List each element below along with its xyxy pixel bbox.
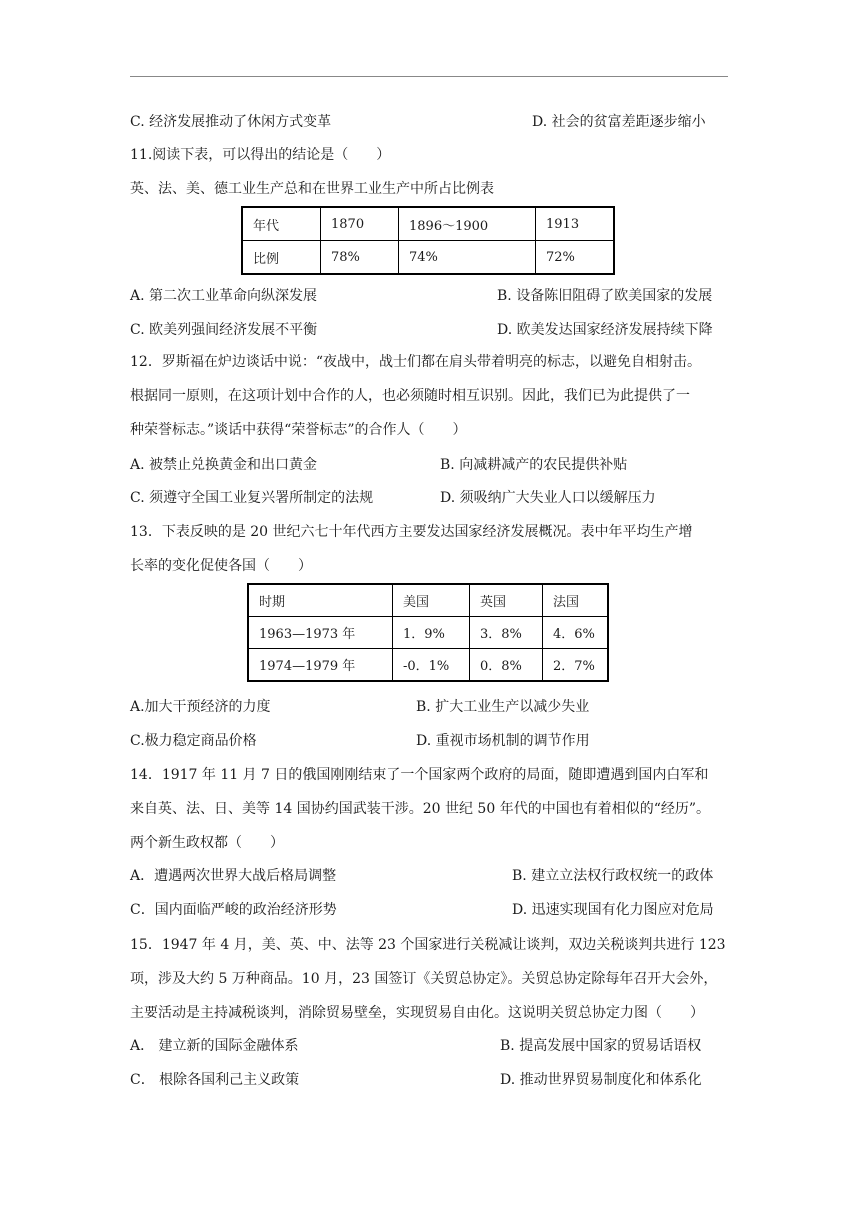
table-cell: 法国: [543, 584, 609, 617]
table-cell: 3．8%: [470, 617, 543, 649]
q15-stem-line1: 15．1947 年 4 月，美、英、中、法等 23 个国家进行关税减让谈判，双边关税谈判共进行 123: [130, 937, 726, 953]
q11-table: [241, 206, 615, 275]
q13-option-a: A.加大干预经济的力度: [130, 699, 271, 715]
q12-option-a: A. 被禁止兑换黄金和出口黄金: [130, 457, 318, 473]
table-cell: 72%: [536, 241, 615, 275]
table-cell: 比例: [242, 241, 321, 275]
q12-stem-line1: 12．罗斯福在炉边谈话中说：“夜战中，战士们都在肩头带着明亮的标志，以避免自相射击。: [130, 354, 701, 370]
q14-option-b: B. 建立立法权行政权统一的政体: [512, 868, 714, 884]
header-rule: [130, 76, 728, 77]
q10-option-d: D. 社会的贫富差距逐步缩小: [532, 114, 706, 130]
q11-option-a: A. 第二次工业革命向纵深发展: [130, 288, 318, 304]
table-cell: 英国: [470, 584, 543, 617]
table-row: [248, 584, 608, 617]
table-cell: 1963—1973 年: [248, 617, 393, 649]
q14-option-d: D. 迅速实现国有化力图应对危局: [512, 902, 714, 918]
q14-stem-line1: 14．1917 年 11 月 7 日的俄国刚刚结束了一个国家两个政府的局面，随即遭遇到国内白军和: [130, 767, 709, 783]
table-cell: 4．6%: [543, 617, 609, 649]
q11-option-c: C. 欧美列强间经济发展不平衡: [130, 322, 318, 338]
table-cell: 1913: [536, 207, 615, 241]
table-row: [248, 649, 608, 682]
q13-option-d: D. 重视市场机制的调节作用: [416, 733, 590, 749]
q12-stem-line3: 种荣誉标志。”谈话中获得“荣誉标志”的合作人（ ）: [130, 422, 467, 438]
q12-stem-line2: 根据同一原则，在这项计划中合作的人，也必须随时相互识别。因此，我们已为此提供了一: [130, 388, 690, 404]
q12-option-b: B. 向减耕减产的农民提供补贴: [440, 457, 628, 473]
table-cell: 1．9%: [393, 617, 470, 649]
table-row: [242, 207, 614, 241]
q11-stem: 11.阅读下表，可以得出的结论是（ ）: [130, 147, 391, 163]
table-cell: -0．1%: [393, 649, 470, 682]
q13-stem-line1: 13．下表反映的是 20 世纪六七十年代西方主要发达国家经济发展概况。表中年平均生产增: [130, 524, 693, 540]
q11-option-b: B. 设备陈旧阻碍了欧美国家的发展: [497, 288, 713, 304]
table-cell: 74%: [399, 241, 536, 275]
q15-stem-line3: 主要活动是主持减税谈判，消除贸易壁垒，实现贸易自由化。这说明关贸总协定力图（ ）: [130, 1005, 704, 1021]
q14-option-c: C．国内面临严峻的政治经济形势: [130, 902, 337, 918]
q10-option-c: C. 经济发展推动了休闲方式变革: [130, 114, 332, 130]
q11-table-title: 英、法、美、德工业生产总和在世界工业生产中所占比例表: [130, 181, 494, 197]
q12-option-c: C. 须遵守全国工业复兴署所制定的法规: [130, 490, 374, 506]
table-cell: 美国: [393, 584, 470, 617]
q14-stem-line3: 两个新生政权都（ ）: [130, 835, 284, 851]
table-row: [248, 617, 608, 649]
table-cell: 年代: [242, 207, 321, 241]
table-cell: 78%: [321, 241, 399, 275]
table-cell: 1870: [321, 207, 399, 241]
q13-stem-line2: 长率的变化促使各国（ ）: [130, 558, 312, 574]
q13-option-c: C.极力稳定商品价格: [130, 733, 257, 749]
q15-option-c: C． 根除各国利己主义政策: [130, 1072, 300, 1088]
q13-table: [247, 583, 609, 682]
q14-option-a: A．遭遇两次世界大战后格局调整: [130, 868, 337, 884]
table-cell: 1896～1900: [399, 207, 536, 241]
q14-stem-line2: 来自英、法、日、美等 14 国协约国武装干涉。20 世纪 50 年代的中国也有着相似的“经历”。: [130, 801, 711, 817]
q15-option-d: D. 推动世界贸易制度化和体系化: [500, 1072, 702, 1088]
q15-stem-line2: 项，涉及大约 5 万种商品。10 月，23 国签订《关贸总协定》。关贸总协定除每年召开大会外，: [130, 971, 718, 987]
q11-option-d: D. 欧美发达国家经济发展持续下降: [497, 322, 713, 338]
q12-option-d: D. 须吸纳广大失业人口以缓解压力: [440, 490, 656, 506]
table-cell: 2．7%: [543, 649, 609, 682]
table-cell: 时期: [248, 584, 393, 617]
table-row: [242, 241, 614, 275]
table-cell: 1974—1979 年: [248, 649, 393, 682]
q15-option-a: A． 建立新的国际金融体系: [130, 1038, 299, 1054]
q13-option-b: B. 扩大工业生产以减少失业: [416, 699, 590, 715]
table-cell: 0．8%: [470, 649, 543, 682]
q15-option-b: B. 提高发展中国家的贸易话语权: [500, 1038, 702, 1054]
